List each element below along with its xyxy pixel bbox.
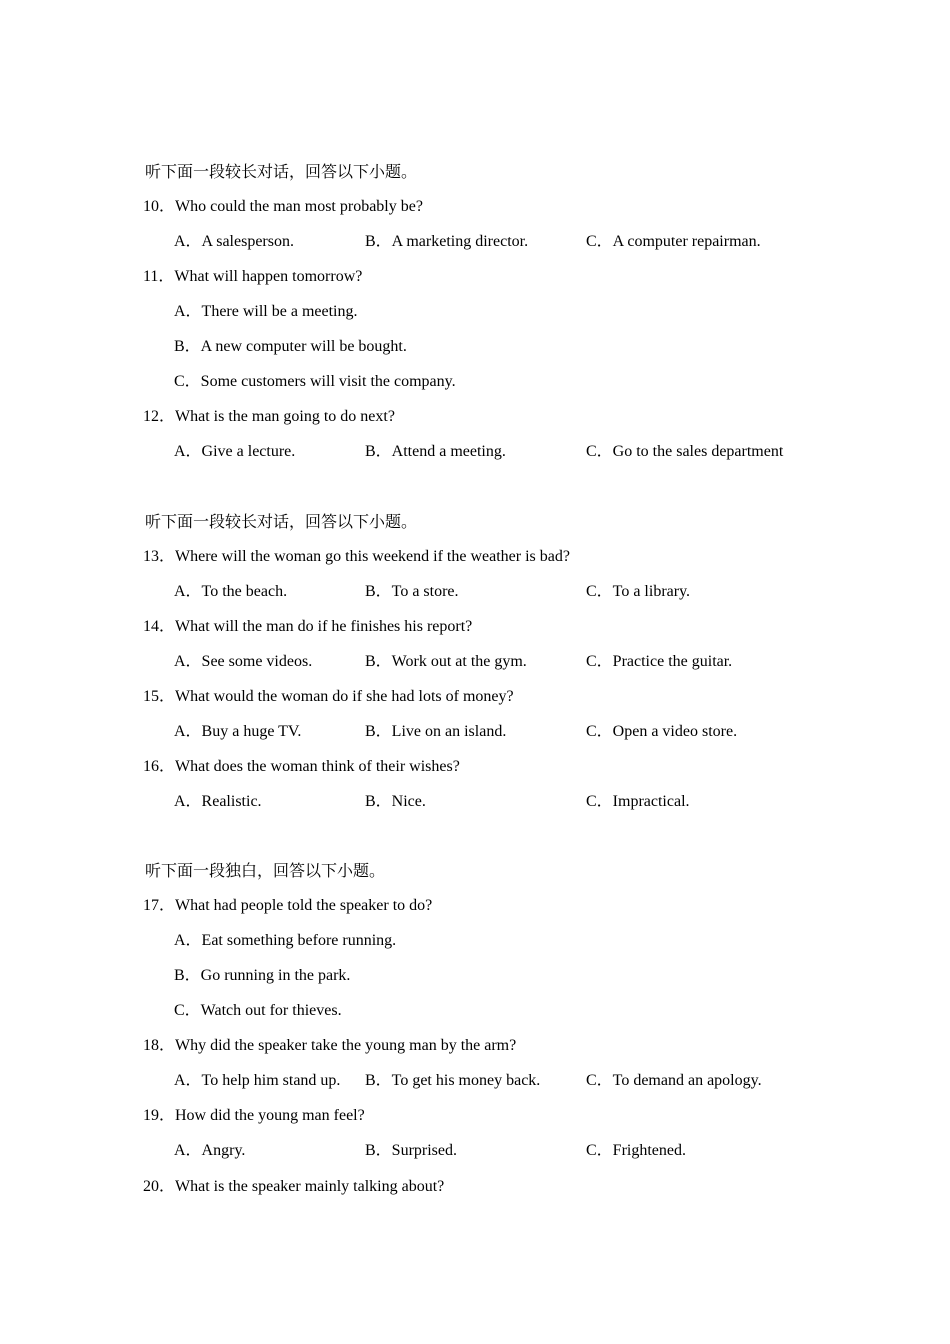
question-14-stem: 14．What will the man do if he finishes his report? — [143, 618, 473, 635]
question-14-option-a: A．See some videos. — [174, 653, 313, 670]
question-17-option-b: B．Go running in the park. — [174, 967, 351, 984]
question-19-option-c: C．Frightened. — [586, 1142, 686, 1159]
question-10-option-c: C．A computer repairman. — [586, 233, 761, 250]
question-11-option-a: A．There will be a meeting. — [174, 303, 358, 320]
question-13-option-c: C．To a library. — [586, 583, 691, 600]
question-12-option-b: B．Attend a meeting. — [365, 443, 506, 460]
question-15-stem: 15．What would the woman do if she had lots of money? — [143, 688, 514, 705]
question-15-option-b: B．Live on an island. — [365, 723, 507, 740]
question-17-option-c: C．Watch out for thieves. — [174, 1002, 342, 1019]
question-13-stem: 13．Where will the woman go this weekend if the weather is bad? — [143, 548, 570, 565]
question-19-option-a: A．Angry. — [174, 1142, 246, 1159]
question-14-option-c: C．Practice the guitar. — [586, 653, 733, 670]
question-11-option-c: C．Some customers will visit the company. — [174, 373, 456, 390]
question-19-option-b: B．Surprised. — [365, 1142, 458, 1159]
question-20-stem: 20．What is the speaker mainly talking about? — [143, 1178, 445, 1195]
question-10-option-a: A．A salesperson. — [174, 233, 294, 250]
question-10-stem: 10．Who could the man most probably be? — [143, 198, 423, 215]
question-18-option-c: C．To demand an apology. — [586, 1072, 762, 1089]
question-16-option-b: B．Nice. — [365, 793, 426, 810]
question-15-option-a: A．Buy a huge TV. — [174, 723, 302, 740]
question-14-option-b: B．Work out at the gym. — [365, 653, 527, 670]
question-17-stem: 17．What had people told the speaker to do? — [143, 897, 433, 914]
question-11-option-b: B．A new computer will be bought. — [174, 338, 407, 355]
section-instruction: 听下面一段较长对话，回答以下小题。 — [145, 514, 418, 531]
question-12-option-c: C．Go to the sales department — [586, 443, 784, 460]
question-16-stem: 16．What does the woman think of their wishes? — [143, 758, 460, 775]
question-18-option-a: A．To help him stand up. — [174, 1072, 341, 1089]
question-13-option-b: B．To a store. — [365, 583, 459, 600]
question-15-option-c: C．Open a video store. — [586, 723, 738, 740]
section-instruction: 听下面一段较长对话，回答以下小题。 — [145, 164, 418, 181]
section-instruction: 听下面一段独白，回答以下小题。 — [145, 863, 386, 880]
question-17-option-a: A．Eat something before running. — [174, 932, 397, 949]
question-10-option-b: B．A marketing director. — [365, 233, 529, 250]
question-13-option-a: A．To the beach. — [174, 583, 288, 600]
question-12-option-a: A．Give a lecture. — [174, 443, 296, 460]
question-18-stem: 18．Why did the speaker take the young man by the arm? — [143, 1037, 517, 1054]
question-11-stem: 11．What will happen tomorrow? — [143, 268, 363, 285]
question-16-option-c: C．Impractical. — [586, 793, 690, 810]
question-19-stem: 19．How did the young man feel? — [143, 1107, 365, 1124]
question-16-option-a: A．Realistic. — [174, 793, 262, 810]
question-12-stem: 12．What is the man going to do next? — [143, 408, 395, 425]
question-18-option-b: B．To get his money back. — [365, 1072, 541, 1089]
